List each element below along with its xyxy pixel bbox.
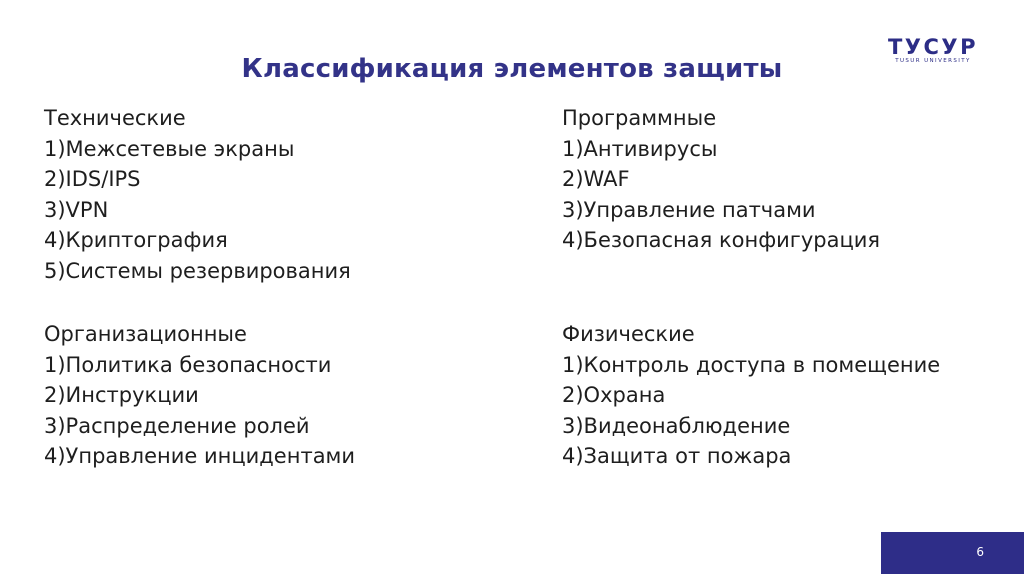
- category-heading: Технические: [44, 106, 186, 130]
- list-item: 2)IDS/IPS: [44, 167, 141, 191]
- list-item: 2)Инструкции: [44, 383, 199, 407]
- list-item: 1)Антивирусы: [562, 136, 718, 161]
- slide-title: Классификация элементов защиты: [241, 54, 783, 84]
- list-item: 2)WAF: [562, 167, 630, 191]
- tusur-logo: [880, 36, 986, 65]
- list-item: 1)Контроль доступа в помещение: [562, 352, 941, 377]
- list-item: 3)VPN: [44, 197, 109, 222]
- category-organizational: [44, 319, 355, 472]
- list-item: 4)Защита от пожара: [562, 444, 792, 468]
- list-item: 4)Безопасная конфигурация: [562, 228, 881, 252]
- category-physical: [562, 319, 940, 472]
- category-heading: Организационные: [44, 322, 247, 346]
- list-item: 4)Криптография: [44, 228, 228, 252]
- list-item: 1)Межсетевые экраны: [44, 136, 295, 161]
- category-software: [562, 103, 880, 256]
- list-item: 3)Управление патчами: [562, 197, 816, 222]
- list-item: 2)Охрана: [562, 383, 666, 407]
- logo-main-text: ТУСУР: [887, 35, 978, 59]
- page-number: 6: [976, 545, 984, 559]
- logo-sub-text: TUSUR UNIVERSITY: [895, 58, 971, 64]
- list-item: 4)Управление инцидентами: [44, 444, 356, 468]
- page-number-box: [881, 532, 1024, 574]
- category-heading: Программные: [562, 106, 717, 130]
- category-heading: Физические: [562, 322, 695, 346]
- list-item: 3)Распределение ролей: [44, 413, 310, 438]
- category-technical: [44, 103, 351, 286]
- list-item: 5)Системы резервирования: [44, 258, 351, 283]
- list-item: 3)Видеонаблюдение: [562, 413, 791, 438]
- list-item: 1)Политика безопасности: [44, 352, 332, 377]
